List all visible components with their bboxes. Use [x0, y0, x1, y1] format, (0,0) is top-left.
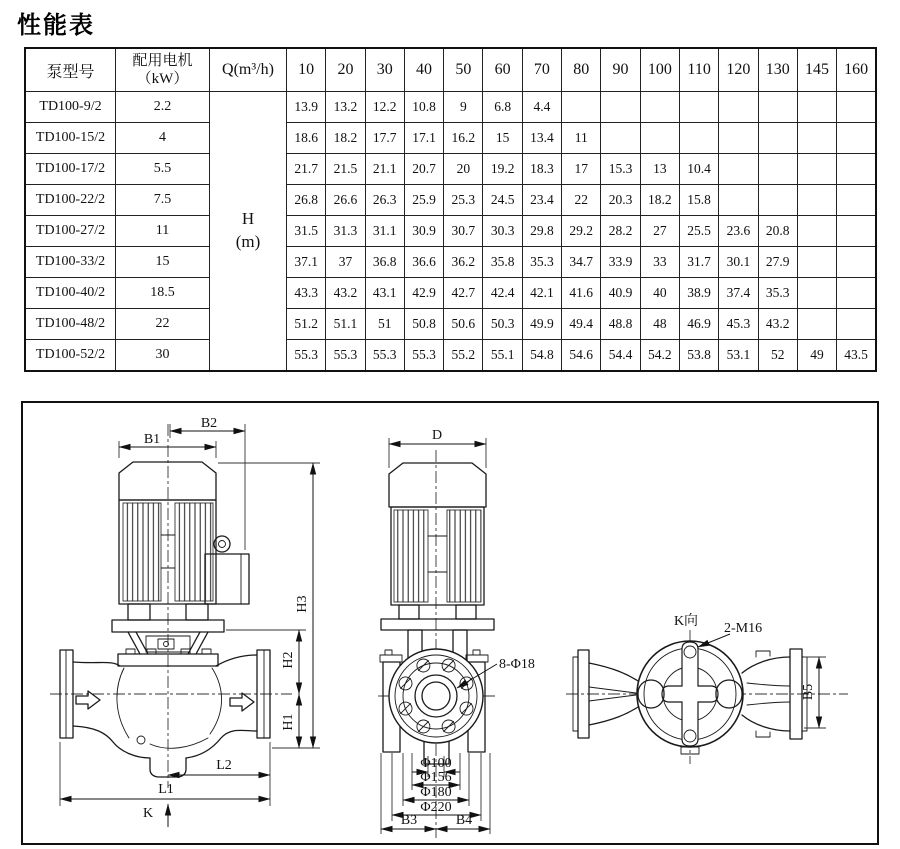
pump-k-view: [566, 613, 848, 764]
head-value: 12.2: [365, 92, 404, 123]
head-value: [758, 185, 797, 216]
head-value: [797, 185, 836, 216]
motor-flange: [112, 620, 224, 632]
motor-power: 7.5: [116, 185, 210, 216]
head-value: [797, 278, 836, 309]
pump-model: TD100-40/2: [25, 278, 116, 309]
flange-face: [389, 649, 483, 743]
flow-arrow-in: [76, 691, 100, 709]
tap-hole-top: [684, 646, 696, 658]
head-value: 25.5: [679, 216, 718, 247]
table-row: [25, 123, 876, 154]
head-value: 27: [640, 216, 679, 247]
head-value: 6.8: [483, 92, 522, 123]
head-value: [797, 92, 836, 123]
motor-cap: [119, 462, 216, 500]
head-value: 42.4: [483, 278, 522, 309]
casing-boss: [150, 758, 186, 777]
head-value: 18.2: [640, 185, 679, 216]
head-value: 35.3: [758, 278, 797, 309]
head-value: 16.2: [444, 123, 483, 154]
head-value: 30.7: [444, 216, 483, 247]
head-value: 29.8: [522, 216, 561, 247]
pump-side-view: [50, 416, 320, 827]
head-value: 43.2: [758, 309, 797, 340]
head-value: 19.2: [483, 154, 522, 185]
flow-header: 100: [640, 48, 679, 92]
flow-header: 40: [404, 48, 443, 92]
head-value: 26.8: [287, 185, 326, 216]
head-value: 26.3: [365, 185, 404, 216]
col-header-motor-line2: （kW）: [136, 71, 189, 87]
head-value: 49: [797, 340, 836, 372]
head-value: 38.9: [679, 278, 718, 309]
discharge-flange: [257, 650, 270, 738]
drain-plug: [137, 736, 145, 744]
dim-D: D: [431, 428, 443, 443]
flow-arrow-out: [230, 693, 254, 711]
head-value: 49.9: [522, 309, 561, 340]
head-value: 25.9: [404, 185, 443, 216]
head-value: [758, 123, 797, 154]
head-value: 17.1: [404, 123, 443, 154]
dim-L1: L1: [158, 782, 174, 797]
head-value: [797, 154, 836, 185]
head-value: 20.7: [404, 154, 443, 185]
head-value: 55.1: [483, 340, 522, 372]
head-value: 18.2: [326, 123, 365, 154]
head-value: 20.3: [601, 185, 640, 216]
head-value: 55.3: [404, 340, 443, 372]
head-value: 54.4: [601, 340, 640, 372]
flow-header: 90: [601, 48, 640, 92]
header-row: [25, 48, 876, 92]
head-value: 43.1: [365, 278, 404, 309]
head-value: 31.5: [287, 216, 326, 247]
head-value: 36.2: [444, 247, 483, 278]
dim-phi100: Φ100: [420, 756, 452, 771]
head-value: 23.6: [719, 216, 758, 247]
tap-note: 2-M16: [724, 621, 763, 636]
head-value: 42.1: [522, 278, 561, 309]
table-row: [25, 309, 876, 340]
head-value: [601, 92, 640, 123]
table-row: [25, 340, 876, 372]
head-value: 22: [562, 185, 601, 216]
dim-B5: B5: [801, 683, 816, 701]
head-value: 23.4: [522, 185, 561, 216]
head-value: 31.1: [365, 216, 404, 247]
tap-hole-bottom: [684, 730, 696, 742]
motor-power: 30: [116, 340, 210, 372]
head-value: 55.2: [444, 340, 483, 372]
head-value: 21.7: [287, 154, 326, 185]
drawing-border: [22, 402, 878, 844]
head-value: 29.2: [562, 216, 601, 247]
head-value: [797, 309, 836, 340]
head-value: 52: [758, 340, 797, 372]
head-value: 33.9: [601, 247, 640, 278]
head-value: 40.9: [601, 278, 640, 309]
head-value: 54.8: [522, 340, 561, 372]
pump-model: TD100-9/2: [25, 92, 116, 123]
head-value: 15: [483, 123, 522, 154]
performance-table: [24, 47, 877, 372]
motor-power: 4: [116, 123, 210, 154]
head-value: 13.4: [522, 123, 561, 154]
pump-model: TD100-17/2: [25, 154, 116, 185]
k-view-label: K向: [673, 614, 699, 629]
head-value: 30.1: [719, 247, 758, 278]
casing-neck: [424, 738, 449, 764]
table-row: [25, 278, 876, 309]
head-value: 25.3: [444, 185, 483, 216]
head-value: 11: [562, 123, 601, 154]
table-row: [25, 154, 876, 185]
table-row: [25, 247, 876, 278]
flow-header: 70: [522, 48, 561, 92]
head-value: 10.4: [679, 154, 718, 185]
head-value: 43.5: [837, 340, 876, 372]
pump-model: TD100-27/2: [25, 216, 116, 247]
casing-side-left: [383, 662, 400, 752]
dim-H1: H1: [281, 713, 296, 731]
dim-phi180: Φ180: [420, 785, 452, 800]
head-value: 17.7: [365, 123, 404, 154]
head-value: 13.9: [287, 92, 326, 123]
pump-model: TD100-33/2: [25, 247, 116, 278]
head-value: 13: [640, 154, 679, 185]
head-value: 9: [444, 92, 483, 123]
head-value: [719, 185, 758, 216]
head-value: [837, 278, 876, 309]
head-value: 55.3: [326, 340, 365, 372]
flow-header: 130: [758, 48, 797, 92]
dim-B2: B2: [200, 416, 218, 431]
head-value: 37.4: [719, 278, 758, 309]
head-value: 31.3: [326, 216, 365, 247]
head-value: 49.4: [562, 309, 601, 340]
head-value: 15.8: [679, 185, 718, 216]
suction-flange: [60, 650, 73, 738]
table-row: [25, 92, 876, 123]
head-value: 24.5: [483, 185, 522, 216]
head-value: [679, 123, 718, 154]
head-value: 45.3: [719, 309, 758, 340]
head-value: [837, 185, 876, 216]
head-value: [837, 216, 876, 247]
head-value: 48.8: [601, 309, 640, 340]
head-value: 13.2: [326, 92, 365, 123]
head-value: [601, 123, 640, 154]
head-value: [758, 92, 797, 123]
col-header-model: 泵型号: [25, 48, 116, 92]
head-value: [562, 92, 601, 123]
flow-header: 120: [719, 48, 758, 92]
head-value: 36.8: [365, 247, 404, 278]
pump-front-view: [378, 428, 535, 838]
head-value: 26.6: [326, 185, 365, 216]
dim-phi156: Φ156: [420, 770, 452, 785]
col-header-motor-line1: 配用电机: [132, 53, 193, 69]
motor-power: 5.5: [116, 154, 210, 185]
dim-K: K: [142, 806, 154, 821]
head-value: [758, 154, 797, 185]
discharge-flange-k: [790, 649, 802, 739]
head-value: 48: [640, 309, 679, 340]
bolt-note: 8-Φ18: [499, 657, 535, 672]
pump-model: TD100-48/2: [25, 309, 116, 340]
head-value: 34.7: [562, 247, 601, 278]
head-value: 28.2: [601, 216, 640, 247]
head-value: 37: [326, 247, 365, 278]
pump-model: TD100-15/2: [25, 123, 116, 154]
head-value: 40: [640, 278, 679, 309]
head-value: 54.2: [640, 340, 679, 372]
head-value: [719, 92, 758, 123]
head-value: 51.1: [326, 309, 365, 340]
head-value: [837, 247, 876, 278]
head-value: 18.6: [287, 123, 326, 154]
table-row: [25, 216, 876, 247]
head-value: [797, 247, 836, 278]
head-value: 10.8: [404, 92, 443, 123]
head-value: 35.8: [483, 247, 522, 278]
head-value: 46.9: [679, 309, 718, 340]
head-value: 21.1: [365, 154, 404, 185]
head-value: 53.8: [679, 340, 718, 372]
motor-power: 22: [116, 309, 210, 340]
head-value: 41.6: [562, 278, 601, 309]
motor-power: 15: [116, 247, 210, 278]
head-value: [797, 123, 836, 154]
head-value: 43.3: [287, 278, 326, 309]
casing-circle: [637, 641, 743, 747]
motor-base-front: [381, 619, 494, 630]
head-value: 50.3: [483, 309, 522, 340]
page-title: 性能表: [17, 11, 95, 39]
flow-header: 20: [326, 48, 365, 92]
flow-pocket-right: [716, 680, 742, 708]
dim-B4: B4: [455, 813, 473, 828]
head-value: 35.3: [522, 247, 561, 278]
head-value: [837, 123, 876, 154]
col-header-motor: [116, 48, 210, 92]
flow-header: 50: [444, 48, 483, 92]
head-value: 18.3: [522, 154, 561, 185]
head-value: 37.1: [287, 247, 326, 278]
casing-side-right: [468, 662, 485, 752]
head-value: 54.6: [562, 340, 601, 372]
head-value: 53.1: [719, 340, 758, 372]
head-value: 20.8: [758, 216, 797, 247]
table-body: [25, 92, 876, 372]
terminal-box: [205, 554, 249, 604]
flow-header: 110: [679, 48, 718, 92]
head-value: 50.8: [404, 309, 443, 340]
flow-header: 160: [837, 48, 876, 92]
head-value: 15.3: [601, 154, 640, 185]
head-value: 50.6: [444, 309, 483, 340]
support-cross: [662, 642, 718, 746]
suction-flange-k: [578, 650, 589, 738]
dim-phi220: Φ220: [420, 800, 452, 815]
head-value: 31.7: [679, 247, 718, 278]
head-value: 20: [444, 154, 483, 185]
bore: [422, 682, 450, 710]
flow-header: 60: [483, 48, 522, 92]
head-value: 27.9: [758, 247, 797, 278]
lifting-eye: [214, 536, 230, 552]
head-value: 51.2: [287, 309, 326, 340]
head-value: 30.3: [483, 216, 522, 247]
dim-H3: H3: [295, 595, 310, 613]
head-value: 33: [640, 247, 679, 278]
pump-mount-plate: [118, 654, 218, 666]
motor-power: 18.5: [116, 278, 210, 309]
dim-L2: L2: [216, 758, 232, 773]
flow-header: 145: [797, 48, 836, 92]
motor-fins-left: [123, 503, 161, 601]
head-value: 4.4: [522, 92, 561, 123]
head-value: [719, 154, 758, 185]
head-value: [679, 92, 718, 123]
head-unit-cell: H (m): [210, 92, 287, 372]
flow-header: 80: [562, 48, 601, 92]
flow-pocket-left: [638, 680, 664, 708]
pump-model: TD100-52/2: [25, 340, 116, 372]
dim-B3: B3: [400, 813, 418, 828]
head-value: 21.5: [326, 154, 365, 185]
head-value: 43.2: [326, 278, 365, 309]
motor-body-front: [391, 507, 484, 605]
head-value: [837, 309, 876, 340]
flow-header: 30: [365, 48, 404, 92]
head-value: [837, 92, 876, 123]
head-value: 36.6: [404, 247, 443, 278]
motor-cap-front: [389, 463, 486, 507]
col-header-flow: Q(m³/h): [210, 48, 287, 92]
bolt-holes: [399, 659, 473, 733]
head-value: [640, 92, 679, 123]
dim-H2: H2: [281, 651, 296, 669]
flow-header: 10: [287, 48, 326, 92]
head-value: [719, 123, 758, 154]
head-value: 42.9: [404, 278, 443, 309]
head-value: 17: [562, 154, 601, 185]
head-value: 42.7: [444, 278, 483, 309]
motor-power: 2.2: [116, 92, 210, 123]
head-value: 51: [365, 309, 404, 340]
coupling: [146, 636, 190, 652]
motor-fins-right: [175, 503, 213, 601]
head-value: 55.3: [287, 340, 326, 372]
head-value: [797, 216, 836, 247]
motor-body: [119, 500, 216, 604]
head-value: 30.9: [404, 216, 443, 247]
pump-model: TD100-22/2: [25, 185, 116, 216]
table-row: [25, 185, 876, 216]
head-value: [640, 123, 679, 154]
dim-B1: B1: [143, 432, 161, 447]
head-value: [837, 154, 876, 185]
head-value: 55.3: [365, 340, 404, 372]
motor-power: 11: [116, 216, 210, 247]
